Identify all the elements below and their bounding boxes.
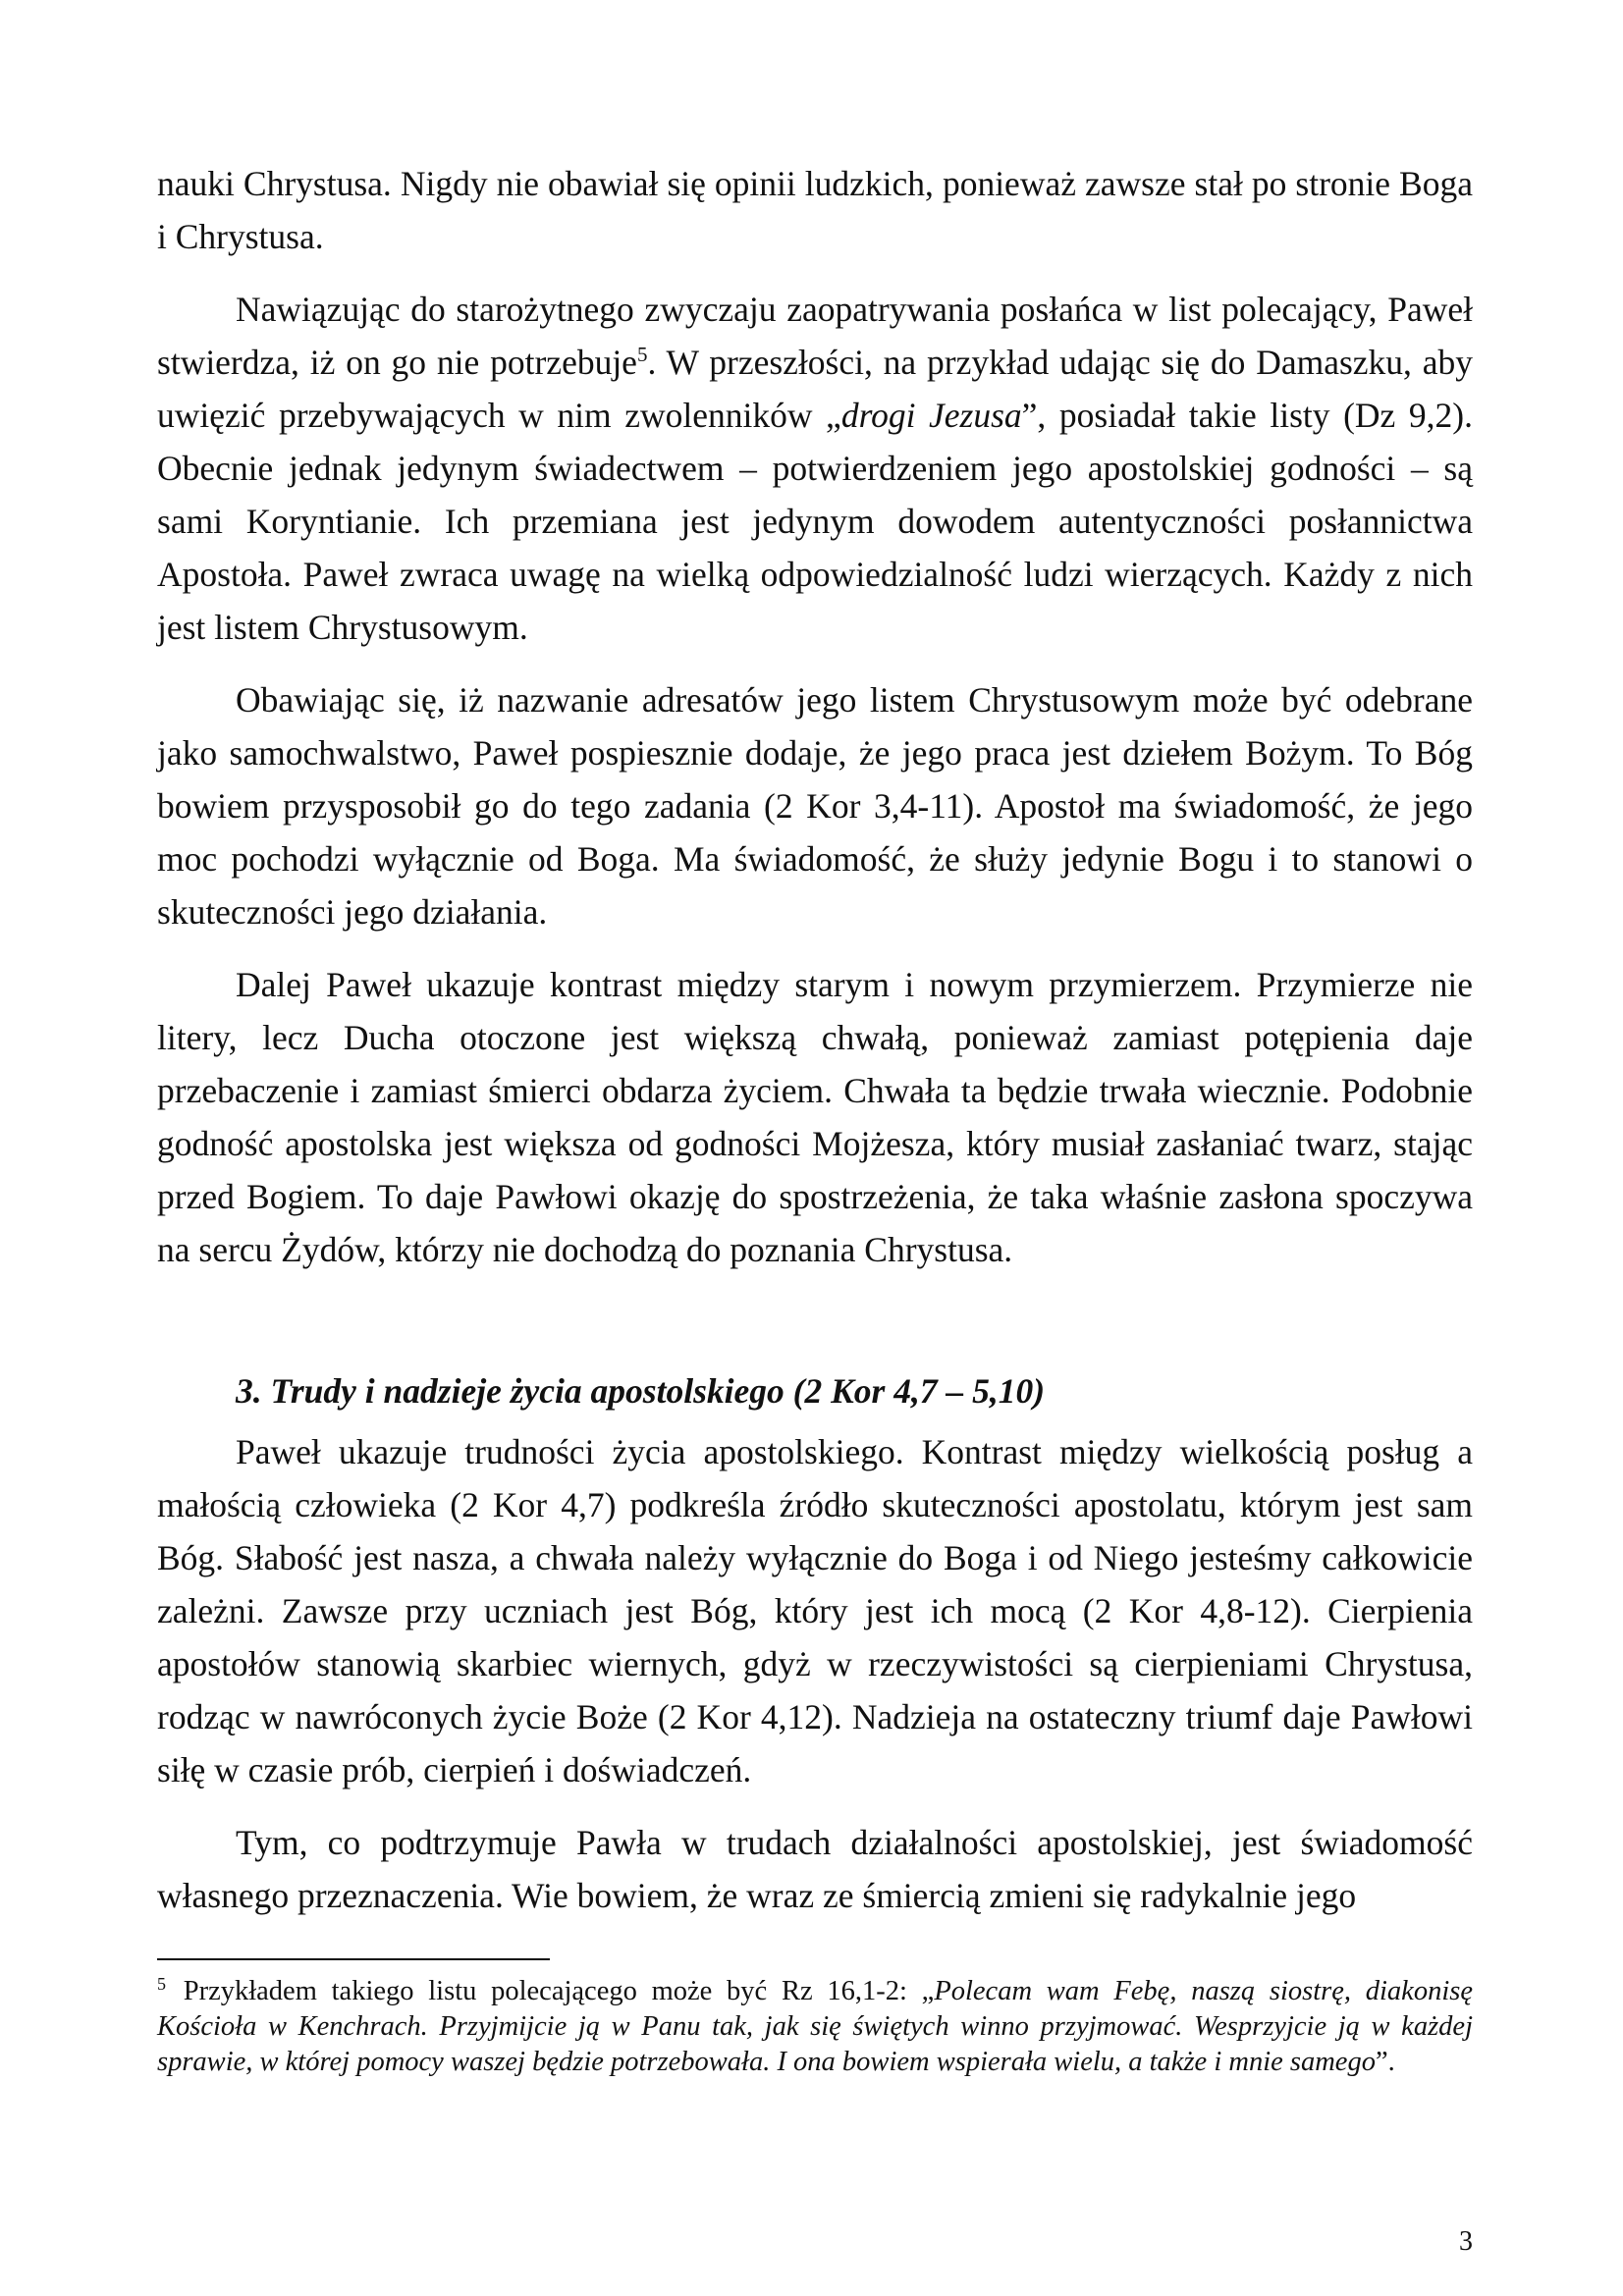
footnote-intro: Przykładem takiego listu polecającego może być Rz 16,1-2: „ <box>183 1976 935 2006</box>
page-number: 3 <box>1459 2226 1473 2257</box>
paragraph-2 <box>157 283 1473 654</box>
paragraph-4: Dalej Paweł ukazuje kontrast między starym i nowym przymierzem. Przymierze nie litery, lecz Ducha otoczone jest większą chwałą, ponieważ zamiast potępienia daje przebaczenie i zamiast śmierci obdarza życiem. Chwała ta będzie trwała wiecznie. Podobnie godność apostolska jest większa od godności Mojżesza, który musiał zasłaniać twarz, stając przed Bogiem. To daje Pawłowi okazję do spostrzeżenia, że taka właśnie zasłona spoczywa na sercu Żydów, którzy nie dochodzą do poznania Chrystusa. <box>157 965 1473 1269</box>
paragraph-2-text-c: ”, posiadał takie listy (Dz 9,2). Obecnie jednak jedynym świadectwem – potwierdzeniem jego apostolskiej godności – są sami Koryntianie. Ich przemiana jest jedynym dowodem autentyczności posłannictwa Apostoła. Paweł zwraca uwagę na wielką odpowiedzialność ludzi wierzących. Każdy z nich jest listem Chrystusowym. <box>157 396 1473 647</box>
footnote-mark: 5 <box>157 1973 166 1994</box>
footnote-5 <box>157 1974 1473 2080</box>
paragraph-3: Obawiając się, iż nazwanie adresatów jego listem Chrystusowym może być odebrane jako samochwalstwo, Paweł pospiesznie dodaje, że jego praca jest dziełem Bożym. To Bóg bowiem przysposobił go do tego zadania (2 Kor 3,4-11). Apostoł ma świadomość, że jego moc pochodzi wyłącznie od Boga. Ma świadomość, że służy jedynie Bogu i to stanowi o skuteczności jego działania. <box>157 680 1473 932</box>
paragraph-2-text-b: . W przeszłości, na przykład udając się do Damaszku, aby uwięzić przebywających w nim zwolenników „ <box>157 343 1474 435</box>
footnotes <box>157 1958 1473 2080</box>
footnote-quote: Polecam wam Febę, naszą siostrę, diakonisę Kościoła w Kenchrach. Przyjmijcie ją w Panu tak, jak się świętych winno przyjmować. Wesprzyjcie ją w każdej sprawie, w której pomocy waszej będzie potrzebowała. I ona bowiem wspierała wielu, a także i mnie samego <box>157 1976 1473 2077</box>
paragraph-2-italic: drogi Jezusa <box>840 396 1022 435</box>
paragraph-6: Tym, co podtrzymuje Pawła w trudach działalności apostolskiej, jest świadomość własnego przeznaczenia. Wie bowiem, że wraz ze śmiercią zmieni się radykalnie jego <box>157 1823 1473 1915</box>
footnote-outro: ”. <box>1375 2047 1395 2077</box>
paragraph-2-text-a: Nawiązując do starożytnego zwyczaju zaopatrywania posłańca w list polecający, Paweł stwierdza, iż on go nie potrzebuje <box>157 290 1473 382</box>
section-heading: 3. Trudy i nadzieje życia apostolskiego (2 Kor 4,7 – 5,10) <box>236 1371 1046 1411</box>
footnote-reference[interactable]: 5 <box>636 343 648 367</box>
body-text <box>157 157 1473 1922</box>
footnote-separator <box>157 1958 550 1960</box>
paragraph-5: Paweł ukazuje trudności życia apostolskiego. Kontrast między wielkością posług a małością człowieka (2 Kor 4,7) podkreśla źródło skuteczności apostolatu, którym jest sam Bóg. Słabość jest nasza, a chwała należy wyłącznie do Boga i od Niego jesteśmy całkowicie zależni. Zawsze przy uczniach jest Bóg, który jest ich mocą (2 Kor 4,8-12). Cierpienia apostołów stanowią skarbiec wiernych, gdyż w rzeczywistości są cierpieniami Chrystusa, rodząc w nawróconych życie Boże (2 Kor 4,12). Nadzieja na ostateczny triumf daje Pawłowi siłę w czasie prób, cierpień i doświadczeń. <box>157 1432 1473 1789</box>
paragraph-1: nauki Chrystusa. Nigdy nie obawiał się opinii ludzkich, ponieważ zawsze stał po stronie Boga i Chrystusa. <box>157 164 1473 256</box>
